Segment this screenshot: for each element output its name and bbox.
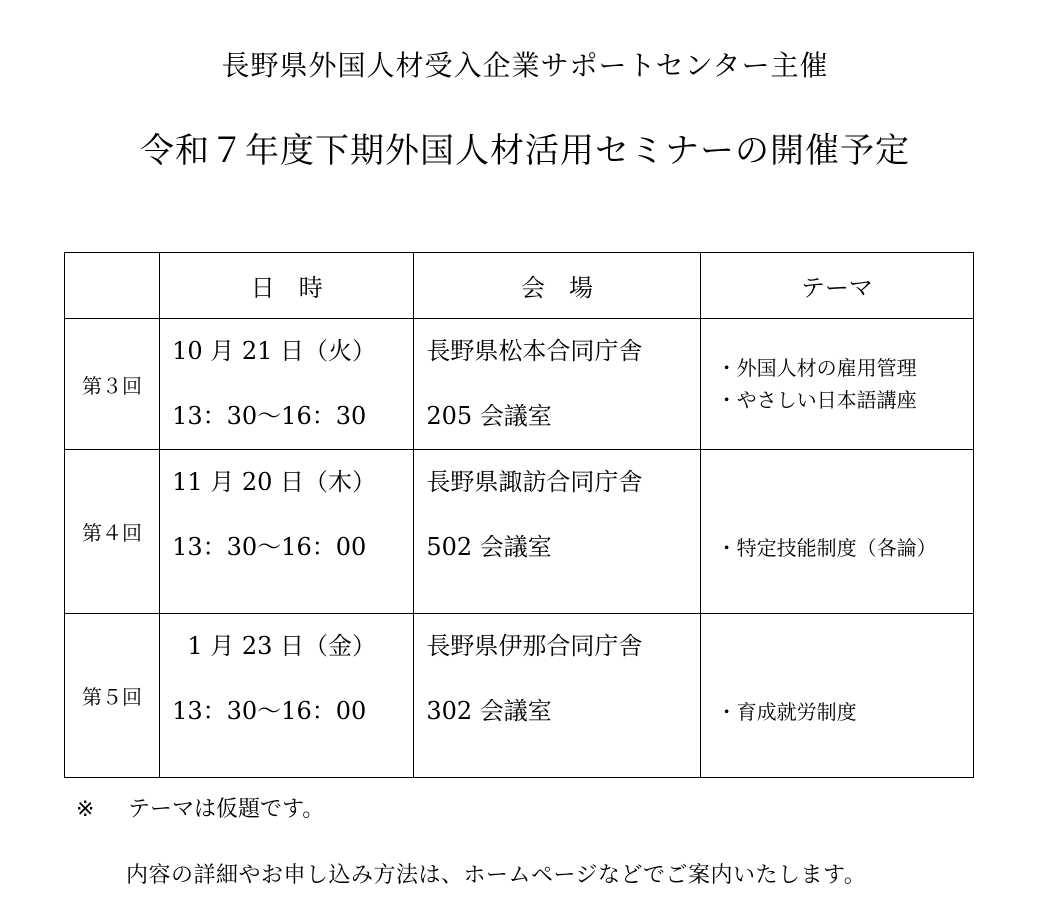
datetime-cell bbox=[160, 450, 414, 614]
note-mark: ※ bbox=[76, 797, 95, 822]
page-title: 令和７年度下期外国人材活用セミナーの開催予定 bbox=[140, 131, 910, 171]
note-text: テーマは仮題です。 bbox=[128, 797, 325, 822]
theme-cell bbox=[700, 450, 973, 614]
datetime-cell bbox=[160, 319, 414, 450]
venue-room: 302 会議室 bbox=[426, 697, 552, 725]
venue-name: 長野県諏訪合同庁舎 bbox=[426, 468, 643, 496]
venue-name: 長野県伊那合同庁舎 bbox=[426, 632, 643, 660]
venue-cell bbox=[414, 450, 700, 614]
header-theme: テーマ bbox=[700, 253, 973, 319]
session-date: 10 月 21 日（火） bbox=[172, 337, 377, 365]
table-row bbox=[65, 319, 974, 450]
session-date: 11 月 20 日（木） bbox=[172, 468, 377, 496]
session-number: 第３回 bbox=[65, 319, 160, 450]
venue-cell bbox=[414, 614, 700, 778]
theme-item: ・特定技能制度（各論） bbox=[716, 536, 937, 560]
datetime-cell bbox=[160, 614, 414, 778]
session-time: 13：30〜16：00 bbox=[172, 697, 367, 725]
tentative-note bbox=[76, 792, 324, 823]
venue-name: 長野県松本合同庁舎 bbox=[426, 337, 643, 365]
header-datetime: 日 時 bbox=[160, 253, 414, 319]
session-time: 13：30〜16：30 bbox=[172, 402, 367, 430]
theme-cell bbox=[700, 614, 973, 778]
theme-item: ・やさしい日本語講座 bbox=[716, 388, 917, 412]
schedule-table bbox=[64, 252, 974, 778]
theme-item: ・育成就労制度 bbox=[716, 700, 857, 724]
session-date: 1 月 23 日（金） bbox=[172, 632, 377, 660]
table-row bbox=[65, 450, 974, 614]
venue-room: 205 会議室 bbox=[426, 402, 552, 430]
table-header-row bbox=[65, 253, 974, 319]
organizer-line: 長野県外国人材受入企業サポートセンター主催 bbox=[221, 49, 829, 82]
venue-cell bbox=[414, 319, 700, 450]
session-number: 第５回 bbox=[65, 614, 160, 778]
session-time: 13：30〜16：00 bbox=[172, 533, 367, 561]
header-session bbox=[65, 253, 160, 319]
info-note: 内容の詳細やお申し込み方法は、ホームページなどでご案内いたします。 bbox=[126, 863, 867, 888]
session-number: 第４回 bbox=[65, 450, 160, 614]
table-row bbox=[65, 614, 974, 778]
header-venue: 会 場 bbox=[414, 253, 700, 319]
theme-cell bbox=[700, 319, 973, 450]
theme-item: ・外国人材の雇用管理 bbox=[716, 356, 917, 380]
venue-room: 502 会議室 bbox=[426, 533, 552, 561]
